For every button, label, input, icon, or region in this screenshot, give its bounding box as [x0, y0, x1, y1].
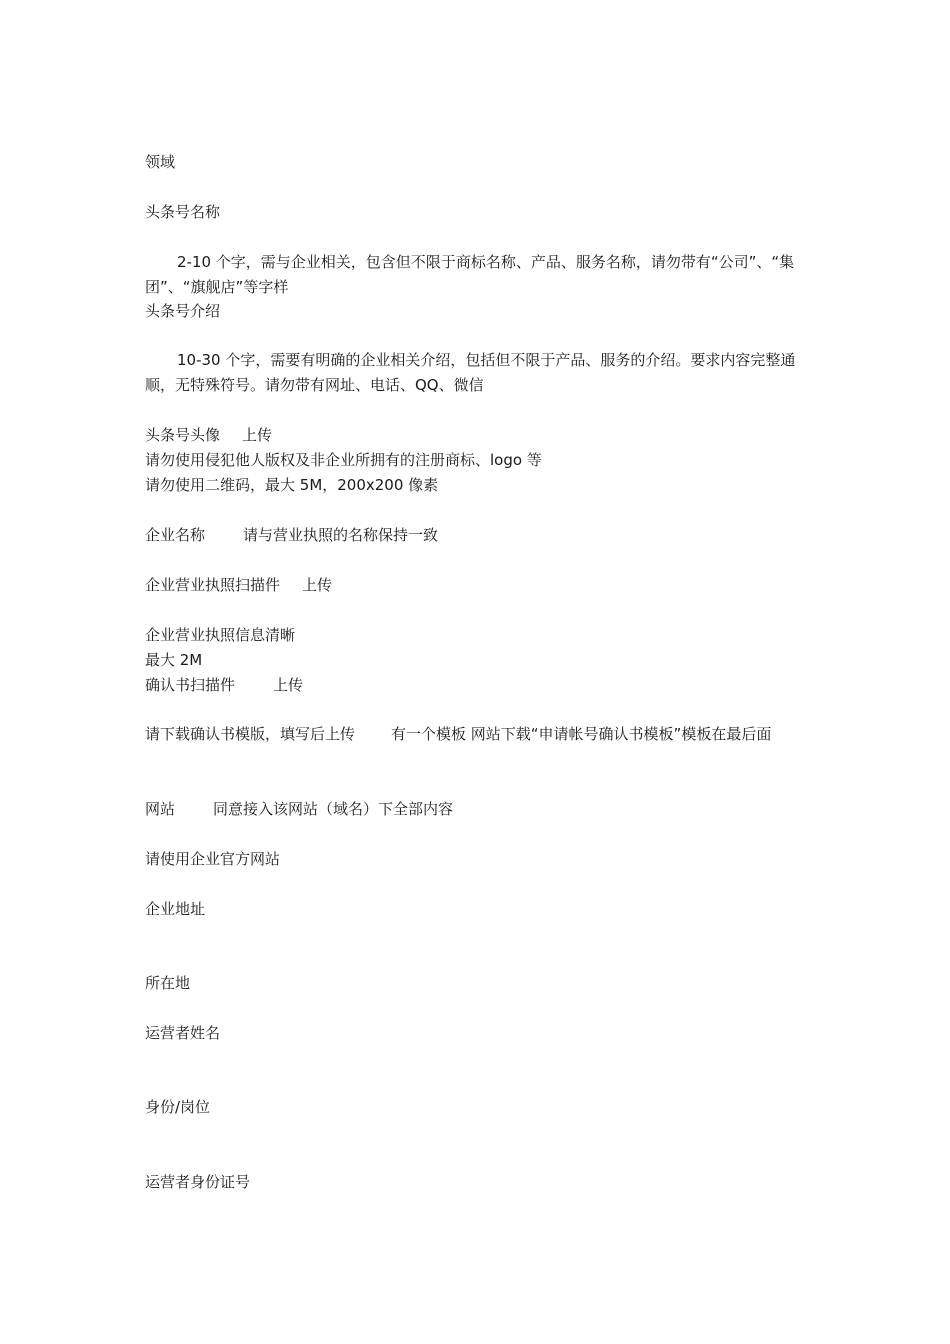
confirm-row: [145, 722, 810, 747]
license-scan-label: 企业营业执照扫描件: [145, 576, 281, 594]
identity-label: 身份/岗位: [145, 1098, 211, 1116]
license-scan-row: [145, 573, 810, 598]
confirm-upload-link[interactable]: 上传: [273, 676, 304, 694]
confirm-note: 有一个模板 网站下载“申请帐号确认书模板”模板在最后面: [391, 725, 772, 743]
avatar-rule-2: 请勿使用二维码，最大 5M，200x200 像素: [145, 476, 439, 494]
license-rule-1: 企业营业执照信息清晰: [145, 626, 296, 644]
operator-name-label: 运营者姓名: [145, 1024, 221, 1042]
account-name-label: 头条号名称: [145, 203, 221, 221]
company-name-row: [145, 523, 810, 548]
avatar-upload-link[interactable]: 上传: [242, 426, 273, 444]
license-rule-2: 最大 2M: [145, 651, 203, 669]
confirm-scan-label: 确认书扫描件: [145, 676, 236, 694]
avatar-rule-1: 请勿使用侵犯他人版权及非企业所拥有的注册商标、logo 等: [145, 451, 542, 469]
account-name-hint: 2-10 个字，需与企业相关，包含但不限于商标名称、产品、服务名称，请勿带有“公司”、“集团”、“旗舰店”等字样: [145, 253, 795, 296]
website-hint: 同意接入该网站（域名）下全部内容: [213, 800, 454, 818]
domain-label: 领域: [145, 153, 176, 171]
website-label: 网站: [145, 800, 176, 818]
website-rule: 请使用企业官方网站: [145, 850, 281, 868]
id-number-label: 运营者身份证号: [145, 1173, 251, 1191]
confirm-scan-row: [145, 673, 810, 698]
location-label: 所在地: [145, 974, 191, 992]
address-label: 企业地址: [145, 900, 206, 918]
license-upload-link[interactable]: 上传: [302, 576, 333, 594]
avatar-label: 头条号头像: [145, 426, 221, 444]
website-row: [145, 797, 810, 822]
confirm-hint: 请下载确认书模版，填写后上传: [145, 725, 356, 743]
intro-hint: 10-30 个字，需要有明确的企业相关介绍，包括但不限于产品、服务的介绍。要求内容完整通顺，无特殊符号。请勿带有网址、电话、QQ、微信: [145, 351, 796, 394]
intro-label: 头条号介绍: [145, 302, 221, 320]
avatar-row: [145, 423, 810, 448]
company-name-label: 企业名称: [145, 526, 206, 544]
company-name-hint: 请与营业执照的名称保持一致: [243, 526, 439, 544]
